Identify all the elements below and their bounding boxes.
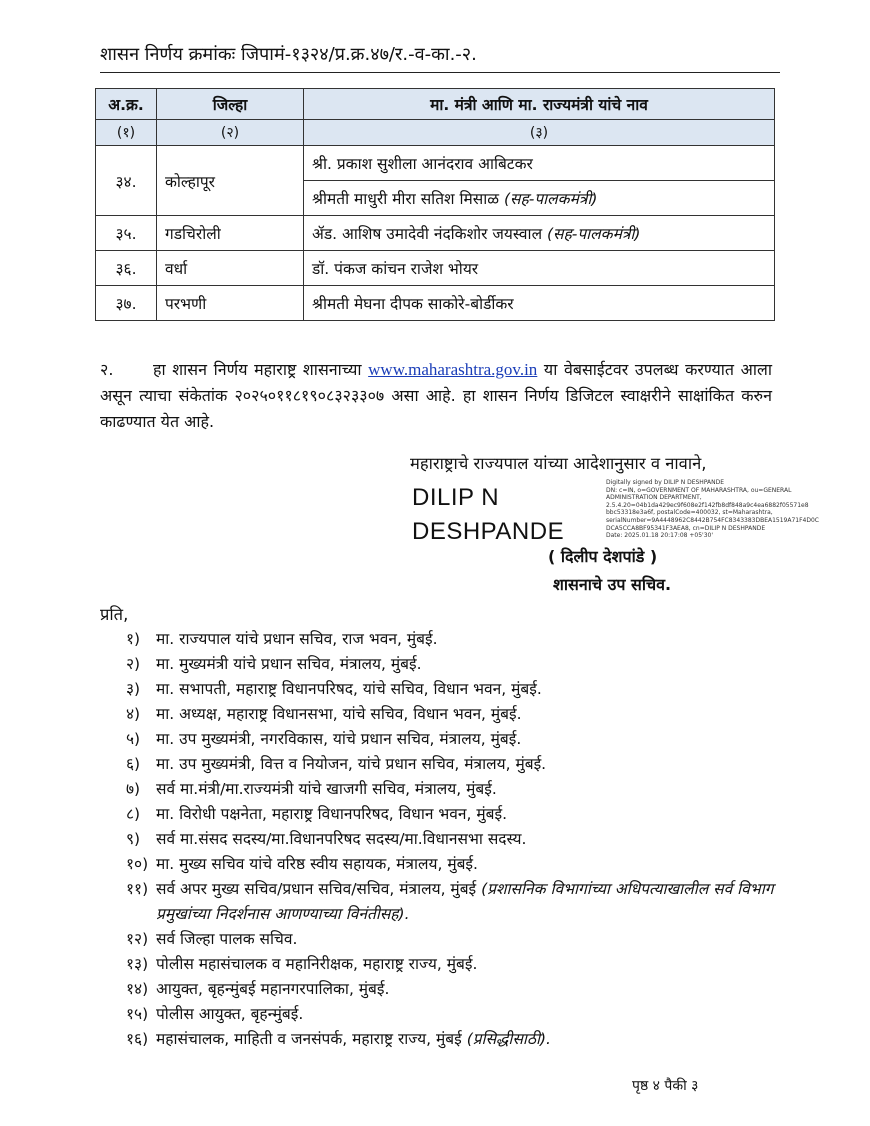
minister-district-table — [95, 88, 775, 321]
minister-name-cell — [304, 286, 775, 321]
list-item — [126, 877, 796, 927]
col-number: (३) — [304, 120, 775, 146]
minister-name: डॉ. पंकज कांचन राजेश भोयर — [312, 260, 479, 278]
co-guardian-note: (सह-पालकमंत्री) — [503, 190, 598, 208]
list-item — [126, 952, 796, 977]
minister-name-cell — [304, 251, 775, 286]
list-item — [126, 1002, 796, 1027]
signature-name-line: DESHPANDE — [412, 518, 565, 545]
digital-signature-name — [412, 481, 564, 549]
district-cell: गडचिरोली — [157, 216, 304, 251]
district-cell: परभणी — [157, 286, 304, 321]
item-text: मा. उप मुख्यमंत्री, नगरविकास, यांचे प्रधान सचिव, मंत्रालय, मुंबई. — [156, 730, 522, 748]
item-text: मा. राज्यपाल यांचे प्रधान सचिव, राज भवन, मुंबई. — [156, 630, 438, 648]
item-number: ९) — [126, 830, 141, 848]
minister-name-cell — [304, 146, 775, 181]
item-note: (प्रसिद्धीसाठी). — [466, 1030, 551, 1048]
list-item — [126, 977, 796, 1002]
list-item — [126, 1027, 796, 1052]
table-header-row — [96, 89, 775, 120]
list-item — [126, 802, 796, 827]
item-text: आयुक्त, बृहन्मुंबई महानगरपालिका, मुंबई. — [156, 980, 390, 998]
paragraph-text: हा शासन निर्णय महाराष्ट्र शासनाच्या — [153, 360, 369, 379]
signature-detail-line: DN: c=IN, o=GOVERNMENT OF MAHARASHTRA, ou=GENERAL — [606, 486, 792, 494]
list-item — [126, 677, 796, 702]
item-text — [156, 1027, 796, 1052]
table-row — [96, 251, 775, 286]
signature-detail-line: bbc53318e3a6f, postalCode=400032, st=Maharashtra, — [606, 509, 773, 517]
paragraph-text: या वेबसाईटवर उपलब्ध करण्यात आला असून त्याचा संकेतांक २०२५०११८१९०८३२३३०७ असा आहे. हा शासन निर्णय डिजिटल स्वाक्षरीने साक्षांकित करुन काढण्यात येत आहे. — [100, 360, 772, 431]
col-header-district: जिल्हा — [157, 89, 304, 120]
item-text-main: महासंचालक, माहिती व जनसंपर्क, महाराष्ट्र राज्य, मुंबई — [156, 1030, 467, 1048]
item-text — [156, 877, 796, 927]
item-text: पोलीस महासंचालक व महानिरीक्षक, महाराष्ट्र राज्य, मुंबई. — [156, 955, 478, 973]
website-link[interactable]: www.maharashtra.gov.in — [368, 360, 538, 379]
item-number: २) — [126, 655, 141, 673]
signature-detail-line: serialNumber=9A4448962C8442B754FC8343383DBEA1519A71F4D0C — [606, 516, 819, 524]
serial-cell: ३७. — [96, 286, 157, 321]
table-row — [96, 216, 775, 251]
district-cell: कोल्हापूर — [157, 146, 304, 216]
signature-detail-line: Digitally signed by DILIP N DESHPANDE — [606, 479, 725, 486]
list-item — [126, 777, 796, 802]
item-number: ५) — [126, 730, 141, 748]
signature-detail-line: DCA5CCA8BF95341F3AEA8, cn=DILIP N DESHPANDE — [606, 524, 766, 532]
list-item — [126, 927, 796, 952]
minister-name-cell — [304, 216, 775, 251]
item-number: ६) — [126, 755, 141, 773]
officer-designation: शासनाचे उप सचिव. — [553, 575, 672, 594]
order-line: महाराष्ट्राचे राज्यपाल यांच्या आदेशानुसार व नावाने, — [410, 454, 707, 473]
list-item — [126, 652, 796, 677]
page-number: पृष्ठ ४ पैकी ३ — [632, 1078, 699, 1094]
signature-detail-line: ADMINISTRATION DEPARTMENT, — [606, 494, 702, 502]
minister-name: श्रीमती मेघना दीपक साकोरे-बोर्डीकर — [312, 295, 514, 313]
item-text: मा. मुख्यमंत्री यांचे प्रधान सचिव, मंत्रालय, मुंबई. — [156, 655, 422, 673]
table-row — [96, 286, 775, 321]
list-item — [126, 727, 796, 752]
list-item — [126, 827, 796, 852]
item-number: ११) — [126, 880, 149, 898]
recipients-heading: प्रति, — [100, 605, 129, 624]
minister-name: ॲड. आशिष उमादेवी नंदकिशोर जयस्वाल — [312, 225, 547, 243]
publication-paragraph — [100, 357, 772, 435]
item-number: ७) — [126, 780, 141, 798]
item-number: १३) — [126, 955, 149, 973]
district-cell: वर्धा — [157, 251, 304, 286]
item-text: मा. विरोधी पक्षनेता, महाराष्ट्र विधानपरिषद, विधान भवन, मुंबई. — [156, 805, 507, 823]
item-text: मा. उप मुख्यमंत्री, वित्त व नियोजन, यांचे प्रधान सचिव, मंत्रालय, मुंबई. — [156, 755, 547, 773]
serial-cell: ३६. — [96, 251, 157, 286]
recipients-list — [126, 627, 796, 1052]
serial-cell: ३५. — [96, 216, 157, 251]
item-number: १२) — [126, 930, 149, 948]
list-item — [126, 702, 796, 727]
item-number: ८) — [126, 805, 141, 823]
digital-signature-details — [606, 479, 819, 540]
officer-name: ( दिलीप देशपांडे ) — [548, 547, 658, 566]
col-header-names: मा. मंत्री आणि मा. राज्यमंत्री यांचे नाव — [304, 89, 775, 120]
list-item — [126, 752, 796, 777]
minister-name: श्रीमती माधुरी मीरा सतिश मिसाळ — [312, 190, 504, 208]
item-note: (प्रशासनिक विभागांच्या अधिपत्याखालील सर्व विभाग प्रमुखांच्या निदर्शनास आणण्याच्या विनंतीसह). — [156, 880, 774, 923]
item-text: सर्व जिल्हा पालक सचिव. — [156, 930, 298, 948]
item-text-main: सर्व अपर मुख्य सचिव/प्रधान सचिव/सचिव, मंत्रालय, मुंबई — [156, 880, 482, 898]
item-number: ४) — [126, 705, 141, 723]
signature-name-line: DILIP N — [412, 484, 500, 511]
paragraph-number: २. — [100, 360, 114, 379]
col-number: (१) — [96, 120, 157, 146]
list-item — [126, 852, 796, 877]
item-text: मा. सभापती, महाराष्ट्र विधानपरिषद, यांचे सचिव, विधान भवन, मुंबई. — [156, 680, 542, 698]
minister-name-cell — [304, 181, 775, 216]
minister-name: श्री. प्रकाश सुशीला आनंदराव आबिटकर — [312, 155, 533, 173]
item-number: १५) — [126, 1005, 149, 1023]
table-row — [96, 146, 775, 181]
item-text: मा. मुख्य सचिव यांचे वरिष्ठ स्वीय सहायक, मंत्रालय, मुंबई. — [156, 855, 478, 873]
col-header-serial: अ.क्र. — [96, 89, 157, 120]
item-number: १०) — [126, 855, 149, 873]
gr-number-header: शासन निर्णय क्रमांकः जिपामं-१३२४/प्र.क्र.४७/र.-व-का.-२. — [100, 42, 780, 73]
item-text: मा. अध्यक्ष, महाराष्ट्र विधानसभा, यांचे सचिव, विधान भवन, मुंबई. — [156, 705, 522, 723]
list-item — [126, 627, 796, 652]
serial-cell: ३४. — [96, 146, 157, 216]
item-number: १६) — [126, 1030, 149, 1048]
item-text: पोलीस आयुक्त, बृहन्मुंबई. — [156, 1005, 304, 1023]
item-text: सर्व मा.मंत्री/मा.राज्यमंत्री यांचे खाजगी सचिव, मंत्रालय, मुंबई. — [156, 780, 497, 798]
item-number: १४) — [126, 980, 149, 998]
co-guardian-note: (सह-पालकमंत्री) — [547, 225, 641, 243]
item-number: ३) — [126, 680, 141, 698]
column-number-row — [96, 120, 775, 146]
item-number: १) — [126, 630, 141, 648]
item-text: सर्व मा.संसद सदस्य/मा.विधानपरिषद सदस्य/मा.विधानसभा सदस्य. — [156, 830, 527, 848]
col-number: (२) — [157, 120, 304, 146]
signature-detail-line: 2.5.4.20=04b1da429ec9f608e2f142fb8df848a9c4ea6882f05571e8 — [606, 501, 809, 509]
signature-detail-line: Date: 2025.01.18 20:17:08 +05'30' — [606, 532, 713, 540]
